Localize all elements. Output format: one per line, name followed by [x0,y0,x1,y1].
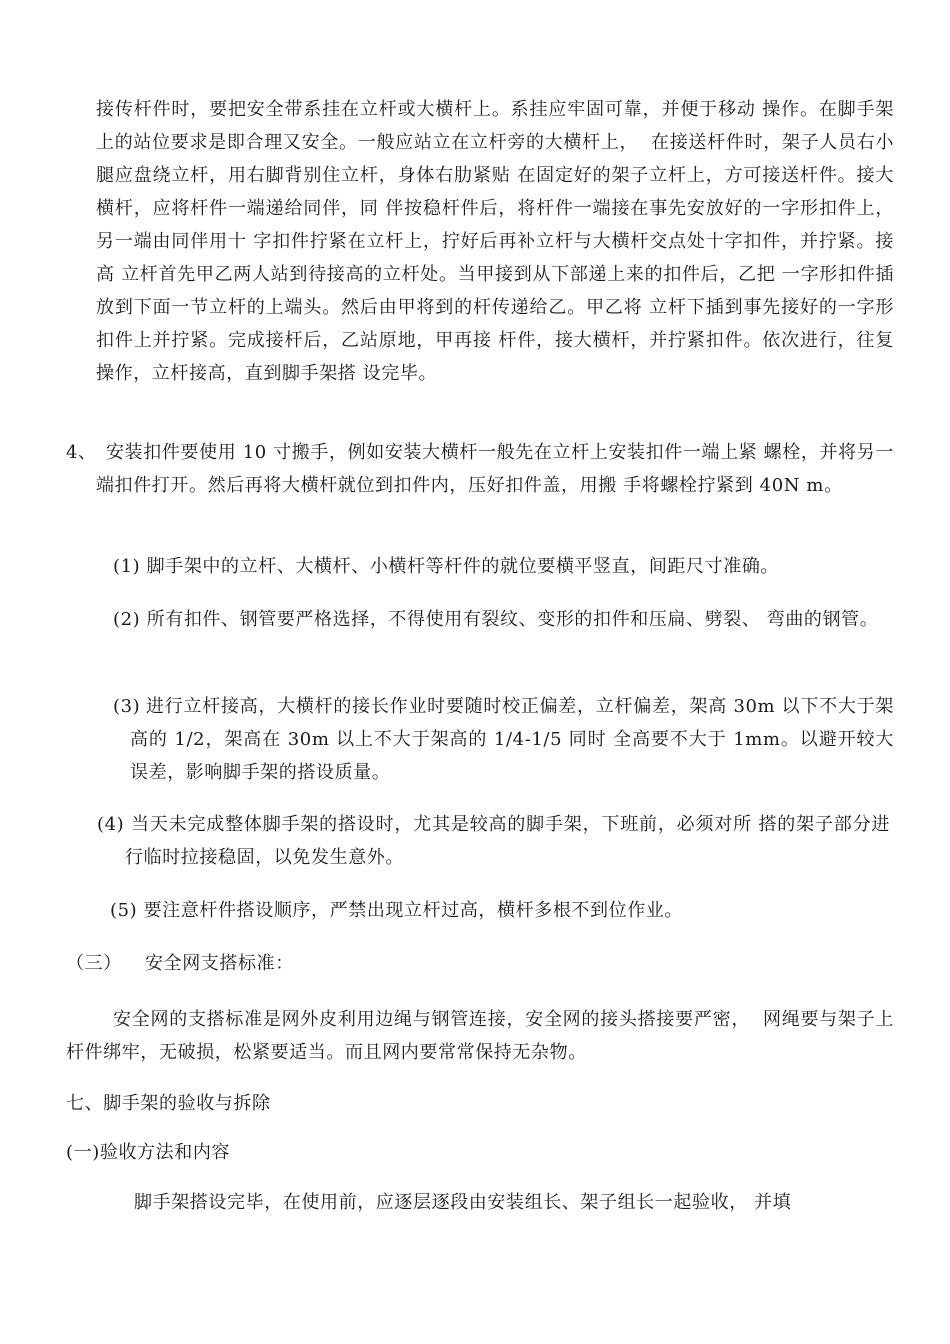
section-heading-3: 安全网支搭标准： [145,953,294,974]
item-number-4: 4、 [66,442,97,463]
paragraph-scaffold-handoff: 接传杆件时，要把安全带系挂在立杆或大横杆上。系挂应牢固可靠，并便于移动 操作。在脚手架上的站位要求是即合理又安全。一般应站立在立杆旁的大横杆上， 在接送杆件时，架子人员右小腿应盘绕立杆，用右脚背别住立杆，身体右肋紧贴 在固定好的架子立杆上，方可接送杆件。接大横杆，应将杆件一端递给同伴，同 伴按稳杆件后，将杆件一端接在事先安放好的一字形扣件上，另一端由同伴用十 字扣件拧紧在立杆上，拧好后再补立杆与大横杆交点处十字扣件，并拧紧。接高 立杆首先甲乙两人站到待接高的立杆处。当甲接到从下部递上来的扣件后，乙把 一字形扣件插放到下面一节立杆的上端头。然后由甲将到的杆传递给乙。甲乙将 立杆下插到事先接好的一字形扣件上并拧紧。完成接杆后，乙站原地，甲再接 杆件，接大横杆，并拧紧扣件。依次进行，往复操作，立杆接高，直到脚手架搭 设完毕。 [96,99,894,384]
list-item-1: (1) 脚手架中的立杆、大横杆、小横杆等杆件的就位要横平竖直，间距尺寸准确。 [113,556,780,577]
list-item-4-number: (4) [97,814,125,835]
section-heading-3-number: （三） [66,953,122,974]
paragraph-safety-net: 安全网的支搭标准是网外皮利用边绳与钢管连接，安全网的接头搭接要严密， 网绳要与架子上杆件绑牢，无破损，松紧要适当。而且网内要常常保持无杂物。 [66,1009,894,1063]
section-heading-7-1: (一)验收方法和内容 [66,1142,231,1163]
list-item-3-number: (3) [113,696,141,717]
paragraph-install-fasteners: 安装扣件要使用 10 寸搬手，例如安装大横杆一般先在立杆上安装扣件一端上紧 螺栓，并将另一端扣件打开。然后再将大横杆就位到扣件内，压好扣件盖，用搬 手将螺栓拧紧到 40N m。 [96,442,894,496]
list-item-2: (2) 所有扣件、钢管要严格选择，不得使用有裂纹、变形的扣件和压扁、劈裂、 弯曲的钢管。 [113,609,879,630]
chapter-heading-7: 七、脚手架的验收与拆除 [66,1093,271,1114]
paragraph-acceptance: 脚手架搭设完毕，在使用前，应逐层逐段由安装组长、架子组长一起验收， 并填 [134,1192,792,1213]
list-item-5: (5) 要注意杆件搭设顺序，严禁出现立杆过高，横杆多根不到位作业。 [110,900,684,921]
list-item-3: 进行立杆接高，大横杆的接长作业时要随时校正偏差，立杆偏差，架高 30m 以下不大于架高的 1/2，架高在 30m 以上不大于架高的 1/4-1/5 同时 全高要不大于 1mm。以避开较大误差，影响脚手架的搭设质量。 [130,696,894,783]
list-item-4: 当天未完成整体脚手架的搭设时，尤其是较高的脚手架，下班前，必须对所 搭的架子部分进行临时拉接稳固，以免发生意外。 [125,814,890,868]
